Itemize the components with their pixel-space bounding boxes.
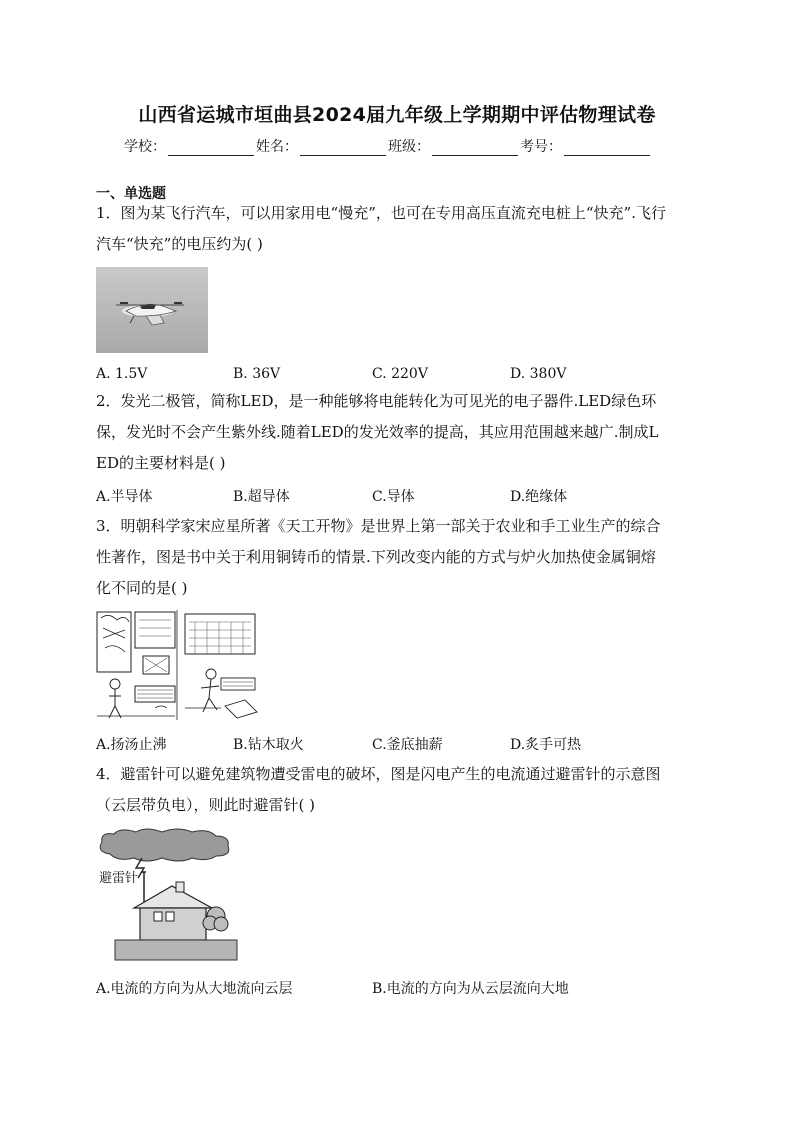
option-c[interactable]: C. 220V xyxy=(372,366,428,382)
question-line: 汽车“快充”的电压约为( ) xyxy=(96,235,263,253)
option-b[interactable]: B.电流的方向为从云层流向大地 xyxy=(372,981,569,997)
lightning-rod-label: 避雷针 xyxy=(99,871,139,886)
question-line: 1．图为某飞行汽车，可以用家用电“慢充”，也可在专用高压直流充电桩上“快充”.飞行 xyxy=(96,204,666,222)
question-line: （云层带负电），则此时避雷针( ) xyxy=(96,796,315,814)
question-line: ED的主要材料是( ) xyxy=(96,454,226,472)
option-a[interactable]: A.扬汤止沸 xyxy=(96,737,167,753)
option-c[interactable]: C.导体 xyxy=(372,489,415,505)
school-label: 学校： xyxy=(124,139,166,155)
option-c[interactable]: C.釜底抽薪 xyxy=(372,737,443,753)
question-1-text xyxy=(96,198,666,260)
coin-casting-illustration xyxy=(95,608,261,722)
student-info-line xyxy=(124,136,652,156)
question-line: 2．发光二极管，简称LED，是一种能够将电能转化为可见光的电子器件.LED绿色环 xyxy=(96,392,657,410)
option-a[interactable]: A.电流的方向为从大地流向云层 xyxy=(96,981,293,997)
question-line: 3．明朝科学家宋应星所著《天工开物》是世界上第一部关于农业和手工业生产的综合 xyxy=(96,517,661,535)
question-line: 化不同的是( ) xyxy=(96,579,188,597)
section-title: 一、单选题 xyxy=(96,186,166,202)
exam-number-label: 考号： xyxy=(520,139,562,155)
house-roof xyxy=(134,886,212,908)
option-b[interactable]: B.钻木取火 xyxy=(233,737,304,753)
option-d[interactable]: D.炙手可热 xyxy=(510,737,582,753)
option-b[interactable]: B. 36V xyxy=(233,366,281,382)
option-a[interactable]: A. 1.5V xyxy=(96,366,148,382)
class-label: 班级： xyxy=(388,139,430,155)
class-blank[interactable] xyxy=(432,141,518,156)
school-blank[interactable] xyxy=(168,141,254,156)
question-line: 4．避雷针可以避免建筑物遭受雷电的破坏，图是闪电产生的电流通过避雷针的示意图 xyxy=(96,765,661,783)
name-blank[interactable] xyxy=(300,141,386,156)
option-d[interactable]: D. 380V xyxy=(510,366,567,382)
exam-number-blank[interactable] xyxy=(564,141,650,156)
cloud-icon xyxy=(100,829,229,861)
question-line: 保，发光时不会产生紫外线.随着LED的发光效率的提高，其应用范围越来越广.制成L xyxy=(96,423,659,441)
option-b[interactable]: B.超导体 xyxy=(233,489,290,505)
ground xyxy=(115,940,237,960)
option-a[interactable]: A.半导体 xyxy=(96,489,153,505)
lightning-rod-diagram xyxy=(96,828,238,962)
question-2-text xyxy=(96,386,658,479)
option-d[interactable]: D.绝缘体 xyxy=(510,489,568,505)
flying-car-photo xyxy=(96,267,208,353)
question-4-text xyxy=(96,759,661,821)
question-3-text xyxy=(96,511,661,604)
name-label: 姓名： xyxy=(256,139,298,155)
question-line: 性著作，图是书中关于利用铜铸币的情景.下列改变内能的方式与炉火加热使金属铜熔 xyxy=(96,548,656,566)
page-title: 山西省运城市垣曲县2024届九年级上学期期中评估物理试卷 xyxy=(138,104,656,126)
